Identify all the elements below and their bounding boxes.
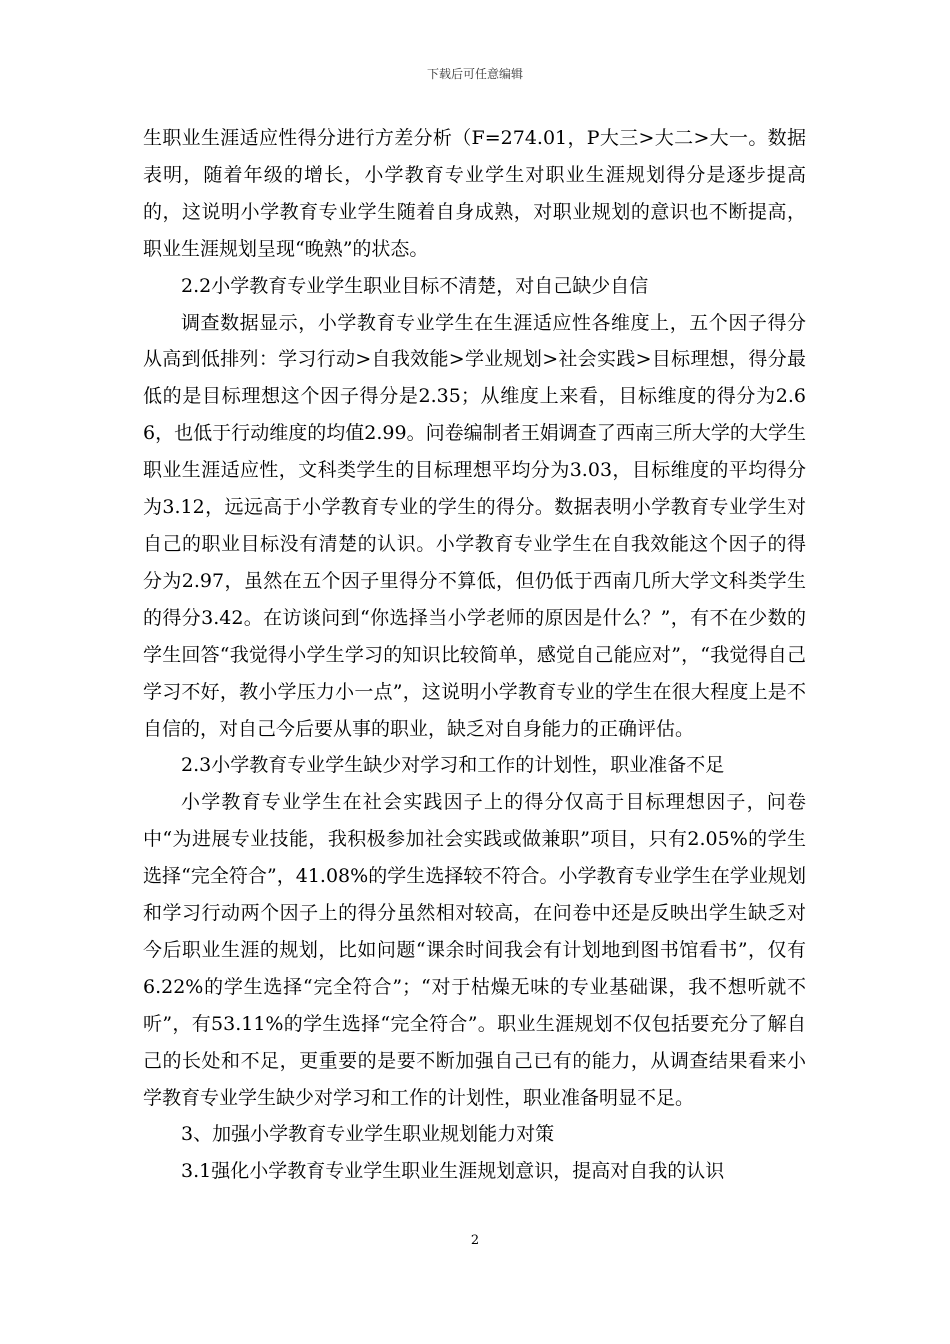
page-header: 下载后可任意编辑: [426, 67, 523, 81]
paragraph-planning-preparation: 小学教育专业学生在社会实践因子上的得分仅高于目标理想因子，问卷中“为进展专业技能，我积极参加社会实践或做兼职”项目，只有2.05%的学生选择“完全符合”，41.08%的学生选择较不符合。小学教育专业学生在学业规划和学习行动两个因子上的得分虽然相对较高，在问卷中还是反映出学生缺乏对今后职业生涯的规划，比如问题“课余时间我会有计划地到图书馆看书”，仅有6.22%的学生选择“完全符合”；“对于枯燥无味的专业基础课，我不想听就不听”，有53.11%的学生选择“完全符合”。职业生涯规划不仅包括要充分了解自己的长处和不足，更重要的是要不断加强自己已有的能力，从调查结果看来小学教育专业学生缺少对学习和工作的计划性，职业准备明显不足。: [143, 791, 806, 1109]
section-heading-3: 3、加强小学教育专业学生职业规划能力对策: [181, 1123, 555, 1146]
section-heading-2-3: 2.3小学教育专业学生缺少对学习和工作的计划性，职业准备不足: [181, 754, 725, 777]
section-heading-3-1: 3.1强化小学教育专业学生职业生涯规划意识，提高对自我的认识: [181, 1160, 725, 1183]
section-heading-2-2: 2.2小学教育专业学生职业目标不清楚，对自己缺少自信: [181, 274, 649, 297]
document-body: [143, 120, 806, 1190]
paragraph-grade-analysis: 生职业生涯适应性得分进行方差分析（F=274.01，P大三>大二>大一。数据表明，随着年级的增长，小学教育专业学生对职业生涯规划得分是逐步提高的，这说明小学教育专业学生随着自身成熟，对职业规划的意识也不断提高，职业生涯规划呈现“晚熟”的状态。: [143, 127, 806, 260]
paragraph-goals-confidence: 调查数据显示，小学教育专业学生在生涯适应性各维度上，五个因子得分从高到低排列：学习行动>自我效能>学业规划>社会实践>目标理想，得分最低的是目标理想这个因子得分是2.35；从维度上来看，目标维度的得分为2.66，也低于行动维度的均值2.99。问卷编制者王娟调查了西南三所大学的大学生职业生涯适应性，文科类学生的目标理想平均分为3.03，目标维度的平均得分为3.12，远远高于小学教育专业的学生的得分。数据表明小学教育专业学生对自己的职业目标没有清楚的认识。小学教育专业学生在自我效能这个因子的得分为2.97，虽然在五个因子里得分不算低，但仍低于西南几所大学文科类学生的得分3.42。在访谈问到“你选择当小学老师的原因是什么？”，有不在少数的学生回答“我觉得小学生学习的知识比较简单，感觉自己能应对”，“我觉得自己学习不好，教小学压力小一点”，这说明小学教育专业的学生在很大程度上是不自信的，对自己今后要从事的职业，缺乏对自身能力的正确评估。: [143, 311, 806, 740]
page-number: 2: [470, 1233, 480, 1248]
